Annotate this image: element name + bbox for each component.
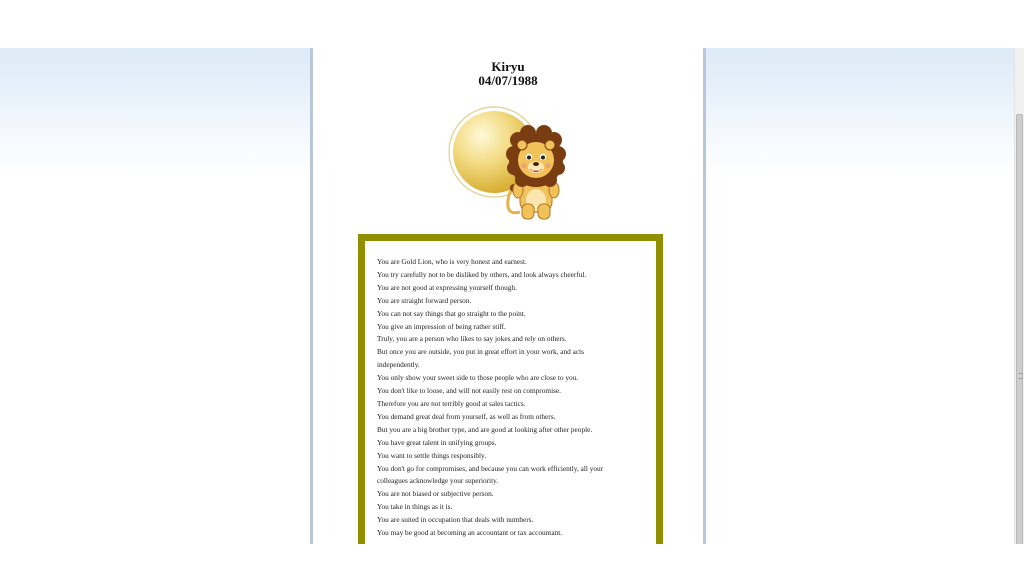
profile-birthdate: 04/07/1988 bbox=[478, 73, 538, 88]
description-line: colleagues acknowledge your superiority. bbox=[377, 476, 499, 486]
description-line: You have great talent in unifying groups. bbox=[377, 437, 497, 447]
scrollbar-thumb[interactable] bbox=[1016, 114, 1023, 548]
personality-text-box bbox=[358, 234, 663, 554]
description-line: You demand great deal from yourself, as well as from others. bbox=[377, 411, 556, 421]
description-line: You are not biased or subjective person. bbox=[377, 489, 494, 499]
gold-lion-illustration bbox=[448, 104, 573, 224]
description-line: You don't like to loose, and will not easily rest on compromise. bbox=[377, 386, 561, 396]
lion-icon bbox=[506, 125, 566, 219]
description-line: You don't go for compromises, and because you can work efficiently, all your bbox=[377, 463, 604, 473]
description-line: You are suited in occupation that deals with numbers. bbox=[377, 515, 534, 525]
bottom-margin bbox=[0, 544, 1024, 576]
scrollbar-grip-icon bbox=[1019, 373, 1023, 379]
description-line: You are not good at expressing yourself though. bbox=[377, 282, 517, 292]
description-line: You can not say things that go straight to the point. bbox=[377, 308, 526, 318]
description-line: You only show your sweet side to those people who are close to you. bbox=[377, 373, 579, 383]
description-line: You want to settle things responsibly. bbox=[377, 450, 487, 460]
top-margin bbox=[0, 0, 1024, 48]
description-line: You may be good at becoming an accountant or tax accountant. bbox=[377, 528, 563, 538]
description-line: But once you are outside, you put in great effort in your work, and acts bbox=[377, 347, 584, 357]
description-line: Truly, you are a person who likes to say jokes and rely on others. bbox=[377, 334, 567, 344]
description-line: You are straight forward person. bbox=[377, 295, 472, 305]
content-column bbox=[310, 48, 706, 544]
description-line: Therefore you are not terribly good at sales tactics. bbox=[377, 398, 526, 408]
description-line: But you are a big brother type, and are good at looking after other people. bbox=[377, 424, 593, 434]
description-line: You are Gold Lion, who is very honest and earnest. bbox=[377, 257, 527, 266]
description-line: You take in things as it is. bbox=[377, 502, 453, 512]
profile-name: Kiryu bbox=[491, 59, 525, 74]
vertical-scrollbar[interactable] bbox=[1014, 48, 1024, 544]
description-line: You give an impression of being rather stiff. bbox=[377, 321, 506, 331]
description-line: You try carefully not to be disliked by others, and look always cheerful. bbox=[377, 269, 587, 279]
description-line: independently. bbox=[377, 360, 420, 370]
